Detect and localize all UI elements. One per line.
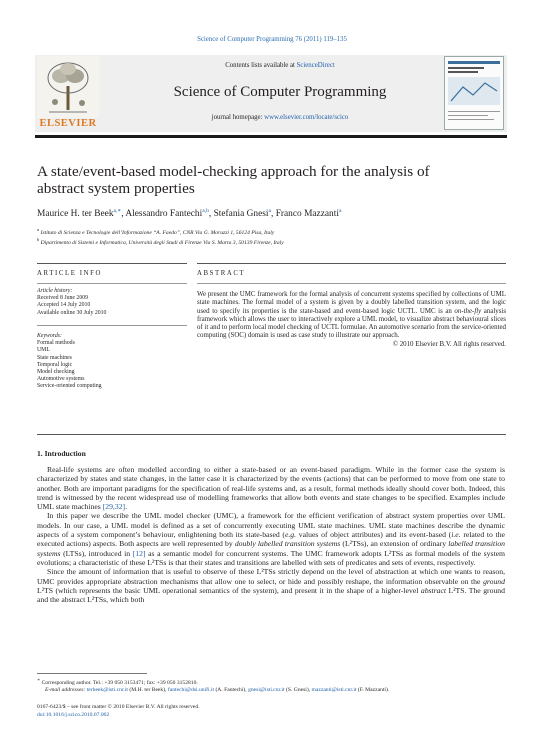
abstract-rule-bottom bbox=[37, 434, 506, 435]
paragraph: Real-life systems are often modelled according to either a state-based or an event-based paradigm. While in the former case the system is characterized by states and state changes, in the latter case it is characterized by the events (actions) that can be performed to move from one state to another. Both are important paradigms for the specification of real-life systems and, as a result, formal methods ideally should cover both. Indeed, this trend is witnessed by the recent widespread use of modelling frameworks that allow both events and state changes to be specified. Examples include UML state machines [29,32]. bbox=[37, 465, 505, 512]
affiliation-mark: a bbox=[37, 227, 40, 232]
paragraph-text: (LTSs), introduced in bbox=[60, 548, 133, 558]
email-link[interactable]: mazzanti@isti.cnr.it bbox=[311, 686, 357, 693]
footnote-emails bbox=[37, 687, 507, 694]
emphasis: ground bbox=[483, 576, 505, 586]
paper-title bbox=[37, 163, 507, 197]
paragraph-text: L²TS (which represents the basic UML operational semantics of the system), and present it in the shape of a higher-level bbox=[37, 585, 421, 595]
paragraph-text: L²TS. The ground and the abstract L²TSs, which both bbox=[37, 585, 505, 605]
author-list: Maurice H. ter Beek$^{a,∗}$, Alessandro Fantechi$^{a,b}$, Stefania Gnesi$^a$, Franco Mazzanti$^a$ bbox=[37, 208, 342, 220]
author-name: Franco Mazzanti bbox=[275, 209, 339, 220]
article-history bbox=[37, 288, 187, 317]
keyword: UML bbox=[37, 347, 50, 354]
abstract-text: We present the UMC framework for the formal analysis of concurrent systems specified by collections of UML state machines. The formal model of a system is given by a doubly labelled transition system, and the logic used to specify its properties is the state-based and event-based logic UCTL. UMC is an bbox=[197, 291, 506, 315]
abstract-rule-top bbox=[197, 263, 506, 264]
author-name: Maurice H. ter Beek bbox=[37, 209, 114, 220]
history-item: Accepted 14 July 2010 bbox=[37, 302, 91, 309]
author-affiliation-mark[interactable]: a,∗ bbox=[113, 208, 122, 214]
issn-line: 0167-6423/$ – see front matter © 2010 Elsevier B.V. All rights reserved. bbox=[37, 704, 200, 710]
affiliation-text: Dipartimento di Sistemi e Informatica, Università degli Studi di Firenze Via S. Marta 3, 50139 Firenze, Italy bbox=[40, 239, 284, 246]
contents-prefix: Contents lists available at bbox=[225, 62, 297, 69]
author-name: Stefania Gnesi bbox=[213, 209, 269, 220]
paragraph bbox=[37, 567, 505, 604]
info-rule-top bbox=[37, 263, 187, 264]
homepage-link[interactable]: www.elsevier.com/locate/scico bbox=[264, 114, 349, 121]
paragraph-text: values of object attributes) and its event-based ( bbox=[296, 530, 452, 540]
contents-line bbox=[110, 62, 450, 69]
email-owner: (F. Mazzanti). bbox=[356, 686, 390, 693]
emphasis: i.e. bbox=[451, 530, 461, 540]
keyword: Model checking bbox=[37, 369, 75, 376]
email-owner: (S. Gnesi), bbox=[284, 686, 312, 693]
email-link[interactable]: gnesi@isti.cnr.it bbox=[248, 686, 285, 693]
section-heading: 1. Introduction bbox=[37, 449, 86, 458]
email-owner: (A. Fantechi), bbox=[214, 686, 249, 693]
title-line: abstract system properties bbox=[37, 180, 195, 197]
author-affiliation-mark[interactable]: a,b bbox=[202, 208, 209, 214]
paragraph-text: (L²TSs), an extension of ordinary bbox=[340, 539, 449, 549]
paragraph-text: Real-life systems are often modelled according to either a state-based or an event-based paradigm. While in the former case the system is characterized by states and state changes, in the latter case it is characterized by the events (actions) that can be performed to move from one state to another. Both are important paradigms for the specification of real-life systems and, as a result, formal methods ideally should cover both. Indeed, this trend is witnessed by the recent widespread use of modelling frameworks that allow both events and state changes to be specified. Examples include UML state machines bbox=[37, 465, 505, 512]
emphasis: doubly labelled transition systems bbox=[234, 539, 341, 549]
history-item: Available online 30 July 2010 bbox=[37, 309, 107, 316]
keyword: Formal methods bbox=[37, 340, 75, 347]
keyword: Service-oriented computing bbox=[37, 383, 102, 390]
abstract-rule bbox=[197, 283, 506, 284]
author-name: Alessandro Fantechi bbox=[125, 209, 203, 220]
emphasis: labelled transition systems bbox=[37, 539, 506, 558]
footnote-rule bbox=[37, 673, 147, 674]
header-divider bbox=[35, 135, 507, 138]
intro-body bbox=[37, 465, 505, 604]
sciencedirect-link[interactable]: ScienceDirect bbox=[296, 62, 335, 69]
author-affiliation-mark[interactable]: a bbox=[338, 208, 342, 214]
emphasis: abstract bbox=[420, 585, 447, 595]
email-label: E-mail addresses: bbox=[45, 686, 86, 693]
keyword: Automotive systems bbox=[37, 376, 85, 383]
keyword: State machines bbox=[37, 354, 72, 361]
history-label: Article history: bbox=[37, 288, 73, 294]
footnote-mark: ∗ bbox=[37, 678, 41, 683]
footnote-line bbox=[37, 677, 507, 687]
info-rule bbox=[37, 283, 187, 284]
history-item: Received 8 June 2009 bbox=[37, 295, 89, 302]
homepage-line bbox=[110, 114, 450, 121]
abstract-text: analysis framework which allows the user to interactively explore a UML model, to visualize abstract behavioural slices of it and to perform local model checking of UCTL formulae. An automotive scenario from the service-oriented computing (SOC) domain is used as case study to illustrate our approach. bbox=[197, 307, 506, 340]
article-info-heading: ARTICLE INFO bbox=[37, 270, 103, 277]
doi-link[interactable]: doi:10.1016/j.scico.2010.07.002 bbox=[37, 712, 110, 718]
copyright: © 2010 Elsevier B.V. All rights reserved. bbox=[392, 340, 506, 348]
homepage-prefix: journal homepage: bbox=[211, 114, 265, 121]
paragraph bbox=[37, 511, 505, 567]
footnote-text: Corresponding author. Tel.: +39 050 3153471; fax: +39 050 3152810. bbox=[41, 679, 198, 686]
abstract-heading: ABSTRACT bbox=[197, 270, 246, 277]
title-line: A state/event-based model-checking approach for the analysis of bbox=[37, 163, 430, 180]
abstract-body bbox=[197, 291, 506, 349]
paragraph-text: Since the amount of information that is useful to observe of these L²TSs strictly depend on the level of abstraction at which one wants to reason, UMC provides appropriate abstraction mechanisms that allow one to select, or hide and possibly reshape, the information observable on the bbox=[37, 567, 505, 586]
keyword: Temporal logic bbox=[37, 361, 73, 368]
affiliation-mark: b bbox=[37, 237, 40, 242]
journal-title: Science of Computer Programming bbox=[173, 84, 387, 100]
author-affiliation-mark[interactable]: a bbox=[268, 208, 271, 214]
publisher-wordmark: ELSEVIER bbox=[39, 118, 97, 129]
keywords-label: Keywords: bbox=[37, 333, 62, 339]
affiliation-text: Istituto di Scienza e Tecnologie dell’Informazione “A. Faedo”, CNR Via G. Moruzzi 1, 56124 Pisa, Italy bbox=[40, 229, 275, 236]
email-link[interactable]: terbeek@isti.cnr.it bbox=[86, 686, 128, 693]
abstract-emphasis: on-the-fly bbox=[454, 307, 482, 315]
paragraph-text: In this paper we describe the UML model checker (UMC), a framework for the efficient verification of abstract system properties over UML models. In our case, a UML model is defined as a set of concurrently executing UML state machines. UML state machines describe the dynamic aspects of a system component’s behaviour, enlightening both its state-based ( bbox=[37, 511, 505, 540]
footnote bbox=[37, 677, 507, 694]
info-rule bbox=[37, 325, 187, 326]
email-link[interactable]: fantechi@dsi.unifi.it bbox=[167, 686, 215, 693]
emphasis: e.g. bbox=[284, 530, 297, 540]
affiliation bbox=[37, 227, 507, 236]
affiliation bbox=[37, 237, 507, 246]
running-header: Science of Computer Programming 76 (2011) 119–135 bbox=[197, 36, 347, 43]
citation-link[interactable]: [29,32] bbox=[102, 502, 126, 512]
journal-cover-thumbnail-icon bbox=[444, 56, 504, 130]
email-owner: (M.H. ter Beek), bbox=[127, 686, 168, 693]
citation-link[interactable]: [12] bbox=[132, 548, 146, 558]
paragraph-text: as a semantic model for concurrent systems. The UMC framework adopts L²TSs as formal models of the system evolutions; a characteristic of these L²TSs is that their states and transitions are labelled with sets of predicates and sets of events, respectively. bbox=[37, 548, 505, 567]
keywords-block bbox=[37, 333, 187, 391]
paragraph-text: related to the executed actions) aspects. Both aspects are well represented by bbox=[37, 530, 505, 549]
